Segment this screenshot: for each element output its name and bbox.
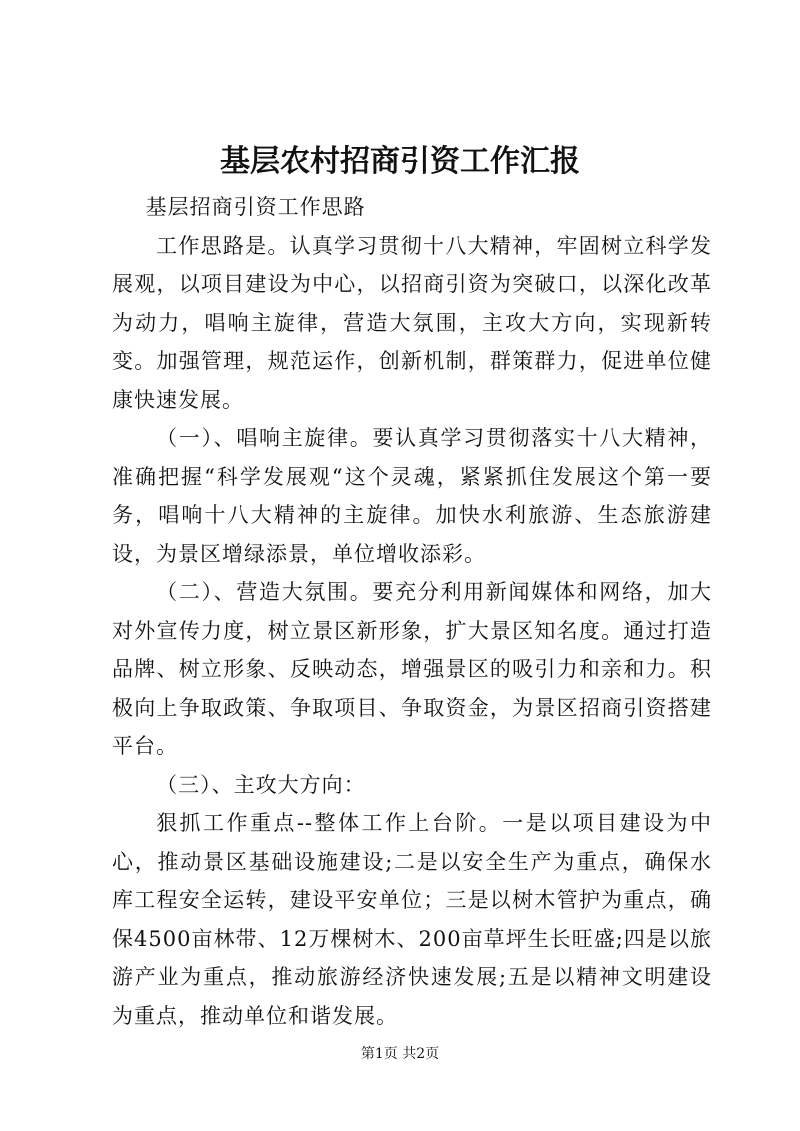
paragraph-item-2: （二）、营造大氛围。要充分利用新闻媒体和网络，加大对外宣传力度，树立景区新形象，扩大景区知名度。通过打造品牌、树立形象、反映动态，增强景区的吸引力和亲和力。积极向上争取政策、争取项目、争取资金，为景区招商引资搭建平台。 xyxy=(112,580,712,758)
document-title: 基层农村招商引资工作汇报 xyxy=(220,144,580,179)
document-body xyxy=(112,188,712,1035)
paragraph-item-3-heading: （三）、主攻大方向： xyxy=(156,772,366,797)
paragraph: 狠抓工作重点--整体工作上台阶。一是以项目建设为中心，推动景区基础设施建设;二是以安全生产为重点，确保水库工程安全运转，建设平安单位；三是以树木管护为重点，确保4500亩林带、12万棵树木、200亩草坪生长旺盛;四是以旅游产业为重点，推动旅游经济快速发展;五是以精神文明建设为重点，推动单位和谐发展。 xyxy=(112,811,712,1028)
section-heading: 基层招商引资工作思路 xyxy=(145,195,366,219)
paragraph: 工作思路是。认真学习贯彻十八大精神，牢固树立科学发展观，以项目建设为中心，以招商引资为突破口，以深化改革为动力，唱响主旋律，营造大氛围，主攻大方向，实现新转变。加强管理，规范运作，创新机制，群策群力，促进单位健康快速发展。 xyxy=(112,233,712,412)
paragraph-item-1: （一）、唱响主旋律。要认真学习贯彻落实十八大精神，准确把握“科学发展观“这个灵魂，紧紧抓住发展这个第一要务，唱响十八大精神的主旋律。加快水利旅游、生态旅游建设，为景区增绿添景，单位增收添彩。 xyxy=(112,426,712,566)
page-indicator: 第1页 共2页 xyxy=(360,1046,440,1062)
